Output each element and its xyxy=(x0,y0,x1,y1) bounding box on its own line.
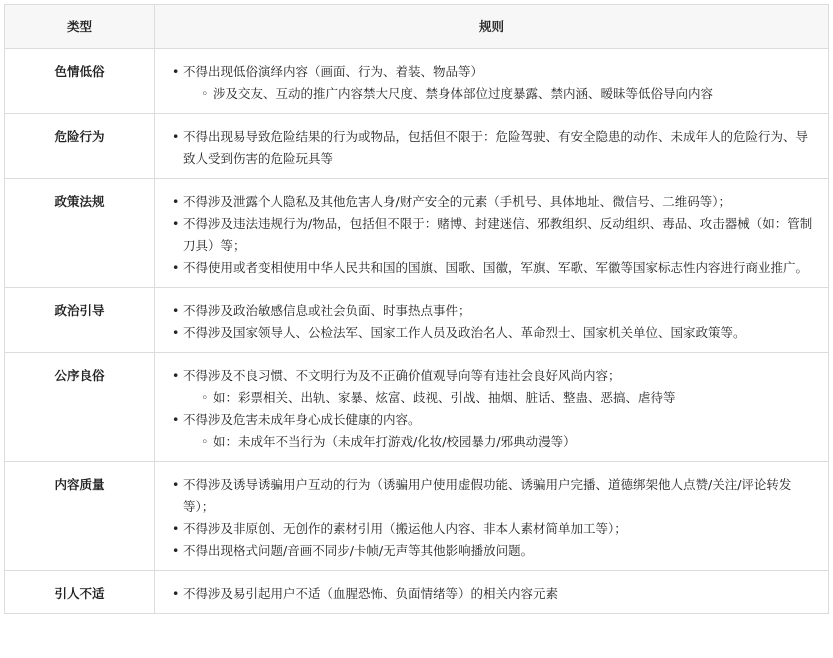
rule-content-cell xyxy=(155,288,829,353)
rule-type-cell: 政策法规 xyxy=(5,179,155,288)
rule-content-cell xyxy=(155,571,829,614)
table-row xyxy=(5,288,829,353)
rule-item-text: 不得出现低俗演绎内容（画面、行为、着装、物品等） xyxy=(183,64,484,79)
rule-content-cell xyxy=(155,353,829,462)
rule-item-text: 不得涉及不良习惯、不文明行为及不正确价值观导向等有违社会良好风尚内容； xyxy=(183,368,621,383)
rule-item-text: 不得涉及诱导诱骗用户互动的行为（诱骗用户使用虚假功能、诱骗用户完播、道德绑架他人点赞/关注/评论转发等）； xyxy=(183,477,792,514)
rule-item-text: 不得涉及违法违规行为/物品，包括但不限于：赌博、封建迷信、邪教组织、反动组织、毒品、攻击器械（如：管制刀具）等； xyxy=(183,216,813,253)
table-row xyxy=(5,179,829,288)
rule-item xyxy=(169,213,814,257)
rule-type-cell: 危险行为 xyxy=(5,114,155,179)
rule-list xyxy=(169,300,814,344)
table-row xyxy=(5,571,829,614)
rule-type-cell: 政治引导 xyxy=(5,288,155,353)
rule-item-text: 不得涉及非原创、无创作的素材引用（搬运他人内容、非本人素材简单加工等）； xyxy=(183,521,627,536)
rule-subitem: ◦ 如：未成年不当行为（未成年打游戏/化妆/校园暴力/邪典动漫等） xyxy=(183,431,814,453)
rule-content-cell xyxy=(155,179,829,288)
rule-subitem: ◦ 涉及交友、互动的推广内容禁大尺度、禁身体部位过度暴露、禁内涵、暧昧等低俗导向内容 xyxy=(183,83,814,105)
rule-item-text: 不得涉及泄露个人隐私及其他危害人身/财产安全的元素（手机号、具体地址、微信号、二维码等）； xyxy=(183,194,731,209)
rule-item-text: 不得出现易导致危险结果的行为或物品，包括但不限于：危险驾驶、有安全隐患的动作、未成年人的危险行为、导致人受到伤害的危险玩具等 xyxy=(183,129,809,166)
table-body xyxy=(5,49,829,614)
rule-sublist xyxy=(183,431,814,453)
table-row xyxy=(5,353,829,462)
rule-list xyxy=(169,474,814,562)
rule-type-cell: 内容质量 xyxy=(5,462,155,571)
rule-item-text: 不得涉及易引起用户不适（血腥恐怖、负面情绪等）的相关内容元素 xyxy=(183,586,559,601)
header-rule: 规则 xyxy=(155,5,829,49)
rule-item-text: 不得涉及国家领导人、公检法军、国家工作人员及政治名人、革命烈士、国家机关单位、国家政策等。 xyxy=(183,325,746,340)
rule-item xyxy=(169,583,814,605)
rule-item-text: 不得出现格式问题/音画不同步/卡帧/无声等其他影响播放问题。 xyxy=(183,543,534,558)
table-row xyxy=(5,462,829,571)
rule-list xyxy=(169,191,814,279)
rule-list xyxy=(169,583,814,605)
rule-item xyxy=(169,126,814,170)
rule-sublist xyxy=(183,387,814,409)
rule-item xyxy=(169,409,814,453)
rule-content-cell xyxy=(155,114,829,179)
rule-item xyxy=(169,474,814,518)
rule-type-cell: 色情低俗 xyxy=(5,49,155,114)
rule-item xyxy=(169,191,814,213)
table-header xyxy=(5,5,829,49)
rule-type-cell: 公序良俗 xyxy=(5,353,155,462)
rule-item xyxy=(169,322,814,344)
rule-item xyxy=(169,300,814,322)
rule-sublist xyxy=(183,83,814,105)
table-row xyxy=(5,49,829,114)
rule-content-cell xyxy=(155,462,829,571)
rule-item-text: 不得涉及政治敏感信息或社会负面、时事热点事件； xyxy=(183,303,471,318)
rule-item-text: 不得使用或者变相使用中华人民共和国的国旗、国歌、国徽，军旗、军歌、军徽等国家标志性内容进行商业推广。 xyxy=(183,260,809,275)
rule-item xyxy=(169,365,814,409)
header-type: 类型 xyxy=(5,5,155,49)
rule-item xyxy=(169,61,814,105)
rules-table xyxy=(4,4,829,614)
rule-item xyxy=(169,540,814,562)
rule-subitem: ◦ 如：彩票相关、出轨、家暴、炫富、歧视、引战、抽烟、脏话、整蛊、恶搞、虐待等 xyxy=(183,387,814,409)
header-row xyxy=(5,5,829,49)
rule-list xyxy=(169,365,814,453)
rule-item xyxy=(169,518,814,540)
rule-list xyxy=(169,126,814,170)
rule-list xyxy=(169,61,814,105)
table-row xyxy=(5,114,829,179)
rule-type-cell: 引人不适 xyxy=(5,571,155,614)
rule-item xyxy=(169,257,814,279)
rule-content-cell xyxy=(155,49,829,114)
rule-item-text: 不得涉及危害未成年身心成长健康的内容。 xyxy=(183,412,421,427)
